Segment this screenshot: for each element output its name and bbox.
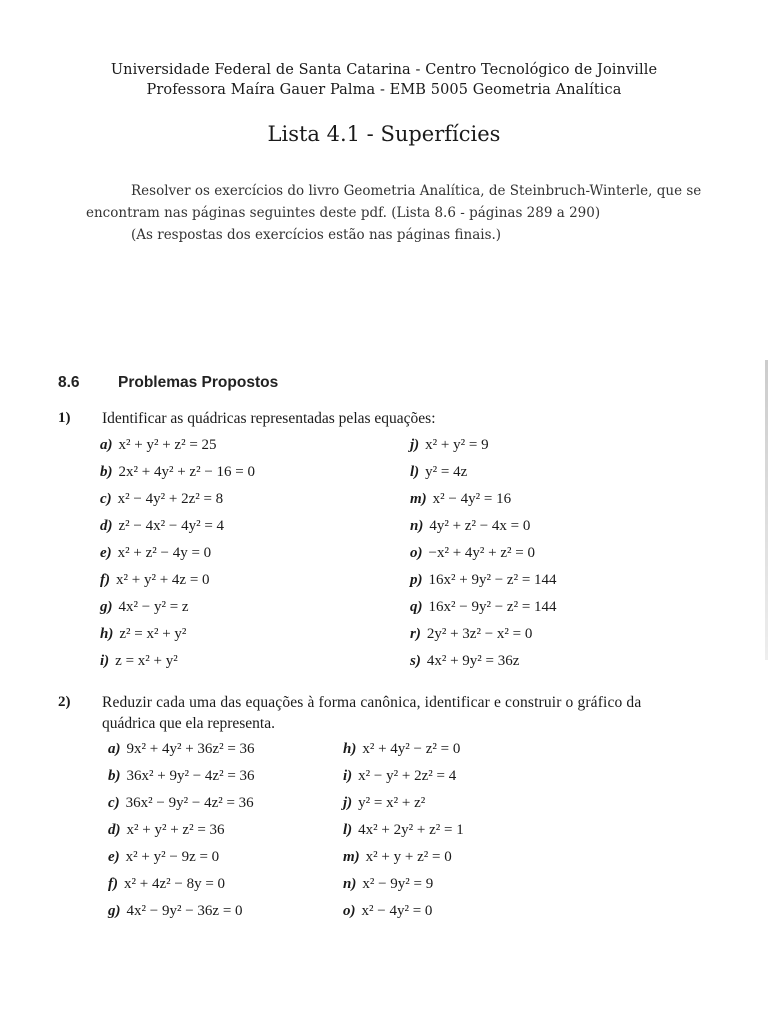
equation-text: y² = x² + z² — [358, 795, 426, 811]
equation-label: c) — [100, 491, 112, 507]
equation-label: l) — [343, 822, 353, 838]
equation-label: h) — [343, 741, 357, 757]
equation-label: a) — [108, 741, 121, 757]
problem-1-equation-item — [410, 491, 511, 508]
equation-text: x² + 4y² − z² = 0 — [362, 741, 461, 757]
equation-label: a) — [100, 437, 113, 453]
problem-2-equation-item — [343, 876, 433, 893]
problem-2-equation-item — [108, 903, 243, 920]
equation-text: 2x² + 4y² + z² − 16 = 0 — [118, 464, 255, 480]
equation-text: 4x² − y² = z — [118, 599, 189, 615]
problem-2-equation-item — [108, 795, 254, 812]
problem-1-number: 1) — [58, 410, 71, 426]
problem-2-equation-item — [343, 795, 425, 812]
equation-text: 4y² + z² − 4x = 0 — [429, 518, 531, 534]
equation-label: o) — [343, 903, 356, 919]
equation-label: m) — [410, 491, 427, 507]
equation-label: b) — [100, 464, 113, 480]
problem-1-equation-item — [100, 626, 186, 643]
problem-1-equation-item — [100, 572, 210, 589]
problem-1-statement: Identificar as quádricas representadas pelas equações: — [102, 410, 436, 427]
equation-text: 4x² + 2y² + z² = 1 — [358, 822, 464, 838]
intro-line-1: Resolver os exercícios do livro Geometria Analítica, de Steinbruch-Winterle, que se — [131, 183, 702, 199]
problem-2-equation-item — [108, 822, 225, 839]
problem-2-equation-item — [343, 741, 460, 758]
problem-2-equation-item — [343, 849, 452, 866]
equation-label: b) — [108, 768, 121, 784]
equation-text: z² − 4x² − 4y² = 4 — [118, 518, 225, 534]
equation-text: −x² + 4y² + z² = 0 — [428, 545, 535, 561]
equation-text: x² − 4y² = 16 — [432, 491, 512, 507]
equation-text: x² + y² − 9z = 0 — [125, 849, 220, 865]
equation-label: e) — [108, 849, 120, 865]
section-title: Problemas Propostos — [118, 374, 279, 391]
problem-1-equation-item — [100, 518, 224, 535]
equation-label: g) — [100, 599, 113, 615]
equation-label: f) — [108, 876, 118, 892]
equation-label: j) — [410, 437, 420, 453]
section-number: 8.6 — [58, 374, 80, 391]
equation-label: h) — [100, 626, 114, 642]
equation-text: 4x² − 9y² − 36z = 0 — [126, 903, 243, 919]
intro-line-3: (As respostas dos exercícios estão nas páginas finais.) — [131, 227, 502, 243]
equation-label: d) — [100, 518, 113, 534]
problem-2-statement-line-2: quádrica que ela representa. — [102, 715, 275, 732]
problem-2-equation-item — [343, 822, 464, 839]
equation-text: x² + y² = 9 — [425, 437, 489, 453]
page-title: Lista 4.1 - Superfícies — [267, 122, 501, 146]
problem-1-equation-item — [100, 599, 189, 616]
equation-label: o) — [410, 545, 423, 561]
equation-text: x² − 4y² + 2z² = 8 — [117, 491, 224, 507]
section-heading — [58, 374, 278, 392]
equation-text: 36x² − 9y² − 4z² = 36 — [125, 795, 254, 811]
problem-1-equation-item — [100, 491, 223, 508]
equation-text: x² + z² − 4y = 0 — [117, 545, 212, 561]
problem-2-statement-line-1: Reduzir cada uma das equações à forma canônica, identificar e construir o gráfico da — [102, 694, 642, 711]
problem-2-equation-item — [343, 903, 432, 920]
equation-label: q) — [410, 599, 423, 615]
equation-label: j) — [343, 795, 353, 811]
equation-text: x² − 4y² = 0 — [361, 903, 433, 919]
equation-label: n) — [410, 518, 424, 534]
problem-2-equation-item — [108, 741, 255, 758]
problem-1-equation-item — [410, 464, 467, 481]
problem-2-equation-item — [343, 768, 456, 785]
equation-text: z² = x² + y² — [119, 626, 187, 642]
header-line-1: Universidade Federal de Santa Catarina - Centro Tecnológico de Joinville — [110, 62, 658, 78]
equation-label: n) — [343, 876, 357, 892]
equation-text: y² = 4z — [425, 464, 468, 480]
equation-label: m) — [343, 849, 360, 865]
problem-1-equation-item — [410, 545, 535, 562]
problem-1-equation-item — [100, 545, 211, 562]
equation-text: x² + y² + 4z = 0 — [116, 572, 210, 588]
equation-label: i) — [343, 768, 353, 784]
problem-1-equation-item — [410, 599, 557, 616]
header-line-2: Professora Maíra Gauer Palma - EMB 5005 Geometria Analítica — [146, 82, 622, 98]
equation-label: s) — [410, 653, 421, 669]
equation-text: 16x² + 9y² − z² = 144 — [428, 572, 557, 588]
problem-1-equation-item — [100, 437, 217, 454]
problem-1-equation-item — [410, 653, 519, 670]
equation-text: x² + y + z² = 0 — [365, 849, 452, 865]
problem-2-equation-item — [108, 849, 219, 866]
problem-2-equation-item — [108, 876, 225, 893]
problem-1-equation-item — [100, 464, 255, 481]
equation-text: 9x² + 4y² + 36z² = 36 — [126, 741, 255, 757]
equation-text: x² − 9y² = 9 — [362, 876, 434, 892]
problem-1-equation-item — [100, 653, 178, 670]
problem-1-equation-item — [410, 572, 557, 589]
equation-label: e) — [100, 545, 112, 561]
equation-label: r) — [410, 626, 421, 642]
equation-text: 16x² − 9y² − z² = 144 — [428, 599, 557, 615]
equation-text: x² − y² + 2z² = 4 — [358, 768, 457, 784]
problem-1-equation-item — [410, 626, 532, 643]
equation-text: 36x² + 9y² − 4z² = 36 — [126, 768, 255, 784]
equation-text: 2y² + 3z² − x² = 0 — [426, 626, 533, 642]
equation-text: 4x² + 9y² = 36z — [426, 653, 520, 669]
equation-label: l) — [410, 464, 420, 480]
problem-2-equation-item — [108, 768, 255, 785]
equation-label: f) — [100, 572, 110, 588]
equation-label: p) — [410, 572, 423, 588]
equation-label: c) — [108, 795, 120, 811]
equation-label: i) — [100, 653, 110, 669]
equation-label: d) — [108, 822, 121, 838]
equation-text: x² + y² + z² = 36 — [126, 822, 225, 838]
problem-1-equation-item — [410, 518, 530, 535]
problem-1-equation-item — [410, 437, 489, 454]
equation-label: g) — [108, 903, 121, 919]
equation-text: z = x² + y² — [115, 653, 178, 669]
problem-2-number: 2) — [58, 694, 71, 710]
equation-text: x² + y² + z² = 25 — [118, 437, 217, 453]
intro-line-2: encontram nas páginas seguintes deste pdf. (Lista 8.6 - páginas 289 a 290) — [86, 205, 601, 221]
equation-text: x² + 4z² − 8y = 0 — [124, 876, 226, 892]
